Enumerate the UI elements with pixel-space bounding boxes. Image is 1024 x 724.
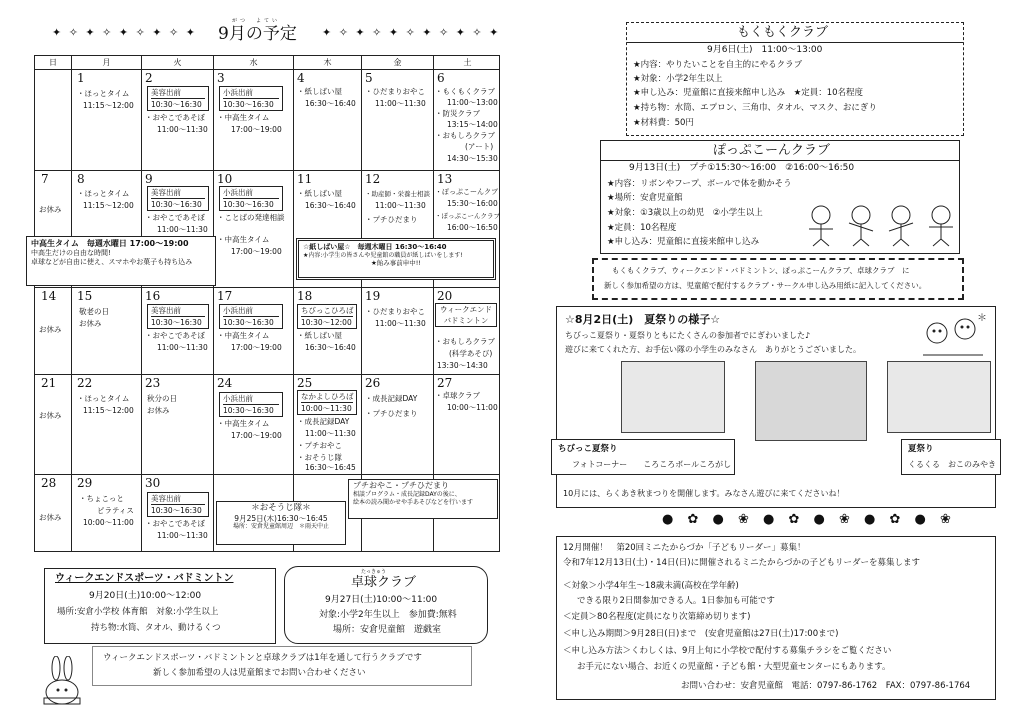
- event-nakayoshi: [297, 390, 357, 415]
- poppu-box: [600, 140, 960, 254]
- leader-line5: ＜定員＞80名程度(定員になり次第締め切ります): [563, 612, 751, 622]
- day-17: 17: [217, 289, 233, 303]
- day-15: 15: [77, 289, 93, 303]
- day-13: 13: [437, 172, 453, 186]
- mokumoku-apply: ★申し込み：児童館に直接来館申し込み ★定員：10名程度: [633, 88, 864, 98]
- kami-notice-line1: ☆紙しばい屋☆ 毎週木曜日 16:30～16:40: [303, 243, 447, 251]
- weekday-sun: 日: [49, 58, 57, 67]
- event-chibikko: [297, 304, 357, 329]
- puchi-notice-title: プチおやこ・プチひだまり: [353, 481, 449, 490]
- poppu-date: 9月13日(土) プチ①15:30～16:00 ②16:00～16:50: [629, 163, 855, 173]
- takkyuu-box: [284, 566, 488, 644]
- event-nakayoshi-label: なかよしひろば: [301, 392, 354, 401]
- event-chuukou-17: ・中高生タイム: [217, 331, 270, 340]
- event-takkyuu-time: 10:00～11:00: [447, 403, 498, 412]
- event-mokumoku-time: 11:00～13:00: [447, 98, 498, 107]
- osoji-notice: [216, 501, 346, 545]
- caption-natsu-text: くるくる おこのみやき: [908, 460, 996, 469]
- kami-notice-line3: ★飴み事前申中!!: [370, 259, 422, 268]
- mokumoku-box: [626, 22, 964, 136]
- event-oyako-9-time: 11:00～11:30: [157, 225, 208, 234]
- day-5: 5: [365, 71, 373, 85]
- event-chuukou-17-time: 17:00～19:00: [231, 343, 282, 352]
- club-notice-line1: もくもくクラブ、ウィークエンド・バドミントン、ぽっぷこーんクラブ、卓球クラブ に: [612, 266, 910, 275]
- kami-notice-line2: ★内容:小学生の皆さんや児童館の職員が紙しばいをします!: [303, 251, 463, 259]
- day-25: 25: [297, 376, 313, 390]
- puchi-notice-line2: 絵本の読み聞かせや手あそびなどを行います: [353, 498, 474, 506]
- event-takkyuu: ・卓球クラブ: [435, 391, 480, 400]
- event-kenko: ・助産師・栄養士相談: [365, 190, 430, 198]
- event-kohama-24-time: 10:30～16:30: [223, 404, 279, 416]
- autumn-food-icons: ● ✿ ● ❀ ● ✿ ● ❀ ● ✿ ● ❀: [662, 512, 956, 527]
- title-decoration-left: ✦ ✧ ✦ ✧ ✦ ✧ ✦ ✧ ✦: [52, 26, 197, 39]
- event-hotto-time: 11:15～12:00: [83, 101, 134, 110]
- takkyuu-target: 対象:小学2年生以上 参加費:無料: [319, 610, 457, 620]
- day-29: 29: [77, 476, 93, 490]
- day-22: 22: [77, 376, 93, 390]
- day-16: 16: [145, 289, 161, 303]
- chuukou-notice-line3: 卓球などが自由に使え、スマホやお菓子も持ち込み: [31, 257, 193, 266]
- osoji-notice-line2: 場所：安倉児童館周辺 ＊雨天中止: [232, 523, 329, 530]
- badminton-title: ウィークエンドスポーツ・バドミントン: [55, 573, 234, 584]
- badminton-items: 持ち物:水筒、タオル、動けるくつ: [91, 623, 221, 633]
- event-hotto-8-time: 11:15～12:00: [83, 201, 134, 210]
- event-seichou: ・成長記録DAY: [297, 417, 350, 426]
- event-oyasumi-15: お休み: [79, 319, 102, 328]
- event-weekend: [435, 303, 497, 327]
- leader-line6: ＜申し込み期間＞9月28日(日)まで (安倉児童館は27日(土)17:00まで): [563, 629, 839, 639]
- event-chuukou-10-time: 17:00～19:00: [231, 247, 282, 256]
- weekday-wed: 水: [213, 56, 293, 70]
- rabbit-icon: [40, 656, 84, 708]
- osoji-notice-line1: 9月25日(木)16:30～16:45: [234, 513, 328, 523]
- day-9: 9: [145, 172, 153, 186]
- event-nakayoshi-time: 10:00～11:30: [301, 404, 352, 413]
- event-oyasumi-14: お休み: [39, 325, 62, 334]
- mokumoku-target: ★対象：小学2年生以上: [633, 74, 723, 84]
- club-notice: [592, 258, 964, 300]
- caption-chibikko-text: フォトコーナー ころころボールころがし: [572, 460, 732, 469]
- takkyuu-place: 場所：安倉児童館 遊戯室: [333, 625, 442, 635]
- event-puchi-26: ・プチひだまり: [365, 409, 418, 418]
- natsu-october: 10月には、らくあき秋まつりを開催します。みなさん遊びに来てくださいね！: [563, 489, 845, 498]
- event-hotto-22: ・ほっとタイム: [77, 394, 130, 403]
- event-oyako-time: 11:00～11:30: [157, 125, 208, 134]
- event-biyou-9-label: 美容出前: [151, 188, 181, 197]
- event-kami: ・紙しばい屋: [297, 87, 342, 96]
- day-3: 3: [217, 71, 225, 85]
- natsu-box: [556, 306, 996, 508]
- left-footer-line1: ウィークエンドスポーツ・バドミントンと卓球クラブは1年を通して行うクラブです: [103, 653, 422, 663]
- event-biyou: [147, 86, 209, 111]
- event-mokumoku: ・もくもくクラブ: [435, 87, 495, 96]
- festival-character-icon: [917, 311, 991, 363]
- event-kami-18-time: 16:30～16:40: [305, 343, 356, 352]
- badminton-date: 9月20日(土)10:00～12:00: [89, 591, 202, 601]
- calendar-grid: [34, 55, 500, 552]
- event-omoshiro-20: ・おもしろクラブ: [435, 337, 495, 346]
- event-oyako-30: ・おやこであそぼ: [145, 519, 205, 528]
- day-24: 24: [217, 376, 233, 390]
- leader-line2: 令和7年12月13日(土)・14日(日)に開催されるミニたからづかの子どもリーダーを募集します: [563, 558, 921, 568]
- event-omoshiro-sub: (アート): [465, 142, 494, 151]
- event-kohama-10-label: 小浜出前: [223, 188, 253, 197]
- leader-line8: お手元にない場合、お近くの児童館・子ども館・大型児童センターにもあります。: [577, 662, 891, 672]
- weekday-mon: 月: [71, 56, 141, 70]
- event-keirou: 敬老の日: [79, 307, 109, 316]
- day-19: 19: [365, 289, 381, 303]
- event-chuukou: ・中高生タイム: [217, 113, 270, 122]
- event-biyou-16-time: 10:30～16:30: [151, 316, 205, 328]
- club-notice-line2: 新しく参加希望の方は、児童館で配付するクラブ・サークル申し込み用紙に記入してください。: [604, 281, 927, 290]
- event-badminton-label: バドミントン: [443, 316, 489, 325]
- event-hotto: ・ほっとタイム: [77, 89, 130, 98]
- natsu-title: ☆8月2日(土) 夏祭りの様子☆: [565, 313, 721, 326]
- takkyuu-ruby: たっきゅう: [361, 569, 387, 575]
- event-oyasumi-7: お休み: [39, 205, 62, 214]
- badminton-box: [44, 568, 276, 644]
- event-poppu: ・ぽっぷこーんクブ: [435, 188, 498, 196]
- day-28: 28: [41, 476, 57, 490]
- leader-contact: お問い合わせ：安倉児童館 電話：0797-86-1762 FAX：0797-86-1764: [681, 681, 971, 691]
- event-omoshiro-20-sub: (科学あそび): [449, 349, 493, 358]
- event-chuukou-10: ・中高生タイム: [217, 235, 270, 244]
- leader-line4: できる限り2日間参加できる人。1日参加も可能です: [577, 596, 775, 606]
- event-choito: ・ちょこっと: [79, 494, 124, 503]
- event-oyasumi-28: お休み: [39, 513, 62, 522]
- weekday-tue: 火: [141, 56, 213, 70]
- mokumoku-items: ★持ち物：水筒、エプロン、三角巾、タオル、マスク、おにぎり: [633, 103, 877, 113]
- svg-text:＊: ＊: [977, 313, 987, 324]
- event-biyou-30: [147, 492, 209, 517]
- event-poppu2-time: 16:00～16:50: [447, 223, 498, 232]
- puchi-notice: [348, 479, 498, 519]
- event-oyako: ・おやこであそぼ: [145, 113, 205, 122]
- day-26: 26: [365, 376, 381, 390]
- poppu-apply: ★申し込み：児童館に直接来館申し込み: [607, 237, 760, 247]
- takkyuu-title: 卓球クラブ: [351, 575, 417, 590]
- takkyuu-date: 9月27日(土)10:00～11:00: [325, 595, 438, 605]
- event-kohama-17-time: 10:30～16:30: [223, 316, 279, 328]
- weekday-thu: 木: [293, 56, 361, 70]
- event-pilates-time: 10:00～11:00: [83, 518, 134, 527]
- poppu-title: ぽっぷこーんクラブ: [713, 143, 831, 158]
- day-27: 27: [437, 376, 453, 390]
- event-biyou-30-time: 10:30～16:30: [151, 504, 205, 516]
- event-oyasumi-21: お休み: [39, 411, 62, 420]
- event-hidamari-19-time: 11:00～11:30: [375, 319, 426, 328]
- event-hotto-22-time: 11:15～12:00: [83, 406, 134, 415]
- leader-line3: ＜対象＞小学4年生～18歳未満(高校在学年齢): [563, 581, 739, 591]
- day-18: 18: [297, 289, 313, 303]
- weekday-sat: 土: [433, 56, 501, 70]
- event-hidamari: ・ひだまりおやこ: [365, 87, 425, 96]
- day-14: 14: [41, 289, 57, 303]
- event-hidamari-19: ・ひだまりおやこ: [365, 307, 425, 316]
- caption-natsu: [901, 439, 1001, 475]
- mokumoku-fee: ★材料費：50円: [633, 118, 694, 128]
- chuukou-notice-line2: 中高生だけの自由な時間!: [31, 249, 111, 257]
- day-7: 7: [41, 172, 49, 186]
- event-pilates: ピラティス: [97, 506, 134, 515]
- event-puchi: ・プチひだまり: [365, 215, 418, 224]
- poppu-capacity: ★定員：10名程度: [607, 223, 677, 233]
- puchi-notice-line1: 相談プログラム・成長記録DAYの後に、: [353, 491, 461, 498]
- event-biyou-9-time: 10:30～16:30: [151, 198, 205, 210]
- event-seichou-time: 11:00～11:30: [305, 429, 356, 438]
- event-oyasumi-23: お休み: [147, 406, 170, 415]
- event-hotto-8: ・ほっとタイム: [77, 189, 130, 198]
- event-bouhan-time: 13:15～14:00: [447, 120, 498, 129]
- event-kami-11-time: 16:30～16:40: [305, 201, 356, 210]
- event-chibikko-label: ちびっこひろば: [301, 306, 354, 315]
- day-11: 11: [297, 172, 313, 186]
- caption-chibikko: [551, 439, 735, 475]
- event-oyako-30-time: 11:00～11:30: [157, 531, 208, 540]
- event-biyou-30-label: 美容出前: [151, 494, 181, 503]
- event-kohama-24: [219, 392, 283, 417]
- photo-ball-roll: [755, 361, 867, 441]
- day-4: 4: [297, 71, 305, 85]
- poppu-place: ★場所：安倉児童館: [607, 193, 683, 203]
- chuukou-notice-line1: 中高生タイム 毎週水曜日 17:00～19:00: [31, 239, 189, 248]
- event-chibikko-time: 10:30～12:00: [301, 318, 352, 327]
- leader-line1: 12月開催！ 第20回ミニたからづか「子どもリーダー」募集！: [563, 543, 806, 553]
- event-oyako-16: ・おやこであそぼ: [145, 331, 205, 340]
- event-chuukou-time: 17:00～19:00: [231, 125, 282, 134]
- event-biyou-16-label: 美容出前: [151, 306, 181, 315]
- day-2: 2: [145, 71, 153, 85]
- event-osoji-time: 16:30～16:45: [305, 463, 356, 472]
- osoji-notice-title: ＊おそうじ隊＊: [251, 503, 311, 513]
- photo-okonomiyaki: [887, 361, 991, 433]
- event-kohama-label: 小浜出前: [223, 88, 253, 97]
- leader-line7: ＜申し込み方法＞くわしくは、9月上旬に小学校で配付する募集チラシをご覧ください: [563, 646, 892, 656]
- event-biyou-16: [147, 304, 209, 329]
- caption-chibikko-title: ちびっこ夏祭り: [558, 444, 618, 454]
- event-kami-11: ・紙しばい屋: [297, 189, 342, 198]
- title-decoration-right: ✦ ✧ ✦ ✧ ✦ ✧ ✦ ✧ ✦ ✧ ✦: [322, 26, 501, 39]
- title-ruby: がつ よてい: [232, 18, 281, 24]
- poppu-content: ★内容：リボンやフープ、ボールで体を動かそう: [607, 179, 792, 189]
- event-omoshiro: ・おもしろクラブ: [435, 131, 495, 140]
- children-exercise-icon: [801, 203, 957, 249]
- event-omoshiro-20-time: 13:30～14:30: [437, 361, 488, 370]
- day-30: 30: [145, 476, 161, 490]
- event-kohama-10-time: 10:30～16:30: [223, 198, 279, 210]
- event-shuubun: 秋分の日: [147, 394, 177, 403]
- event-kohama: [219, 86, 283, 111]
- day-1: 1: [77, 71, 85, 85]
- mokumoku-date: 9月6日(土) 11:00～13:00: [707, 45, 823, 55]
- event-puchi-oyako: ・プチおやこ: [297, 441, 342, 450]
- event-omoshiro-time: 14:30～15:30: [447, 154, 498, 163]
- event-biyou-9: [147, 186, 209, 211]
- kami-notice: [296, 238, 496, 280]
- event-oyako-16-time: 11:00～11:30: [157, 343, 208, 352]
- event-kotoba: ・ことばの発達相談: [217, 213, 285, 222]
- day-20: 20: [437, 289, 453, 303]
- leader-box: [556, 536, 996, 700]
- event-poppu2: ・ぽっぷこーんクラブ: [435, 212, 500, 220]
- event-chuukou-24-time: 17:00～19:00: [231, 431, 282, 440]
- event-chuukou-24: ・中高生タイム: [217, 419, 270, 428]
- event-kohama-10: [219, 186, 283, 211]
- event-seichou2: ・成長記録DAY: [365, 394, 418, 403]
- event-kohama-17: [219, 304, 283, 329]
- event-kohama-17-label: 小浜出前: [223, 306, 253, 315]
- day-23: 23: [145, 376, 161, 390]
- mokumoku-content: ★内容：やりたいことを自主的にやるクラブ: [633, 60, 803, 70]
- calendar-header: [35, 56, 499, 70]
- page-title: 9月の予定: [218, 24, 297, 44]
- event-kami-18: ・紙しばい屋: [297, 331, 342, 340]
- event-weekend-label: ウィークエンド: [440, 305, 492, 314]
- day-12: 12: [365, 172, 381, 186]
- event-hidamari-time: 11:00～11:30: [375, 99, 426, 108]
- event-biyou-time: 10:30～16:30: [151, 98, 205, 110]
- poppu-target: ★対象：①3歳以上の幼児 ②小学生以上: [607, 208, 763, 218]
- event-biyou-label: 美容出前: [151, 88, 181, 97]
- weekday-fri: 金: [361, 56, 433, 70]
- event-poppu-time: 15:30～16:00: [447, 199, 498, 208]
- event-kenko-time: 11:00～11:30: [375, 201, 426, 210]
- mokumoku-title: もくもくクラブ: [737, 25, 829, 40]
- natsu-line2: 遊びに来てくれた方、お手伝い隊の小学生のみなさん ありがとうございました。: [565, 345, 861, 354]
- day-10: 10: [217, 172, 233, 186]
- day-8: 8: [77, 172, 85, 186]
- day-6: 6: [437, 71, 445, 85]
- event-kohama-time: 10:30～16:30: [223, 98, 279, 110]
- left-footer-line2: 新しく参加希望の人は児童館までお問い合わせください: [153, 668, 366, 678]
- event-kami-time: 16:30～16:40: [305, 99, 356, 108]
- event-oyako-9: ・おやこであそぼ: [145, 213, 205, 222]
- natsu-line1: ちびっこ夏祭り・夏祭りともにたくさんの参加者でにぎわいました♪: [565, 331, 811, 340]
- photo-photo-corner: [621, 361, 725, 433]
- day-21: 21: [41, 376, 57, 390]
- left-footer: [92, 646, 472, 686]
- event-kohama-24-label: 小浜出前: [223, 394, 253, 403]
- chuukou-notice: [26, 236, 216, 286]
- event-bouhan: ・防災クラブ: [435, 109, 480, 118]
- badminton-place: 場所:安倉小学校 体育館 対象:小学生以上: [57, 607, 219, 617]
- event-osoji: ・おそうじ隊: [297, 453, 342, 462]
- caption-natsu-title: 夏祭り: [908, 444, 934, 454]
